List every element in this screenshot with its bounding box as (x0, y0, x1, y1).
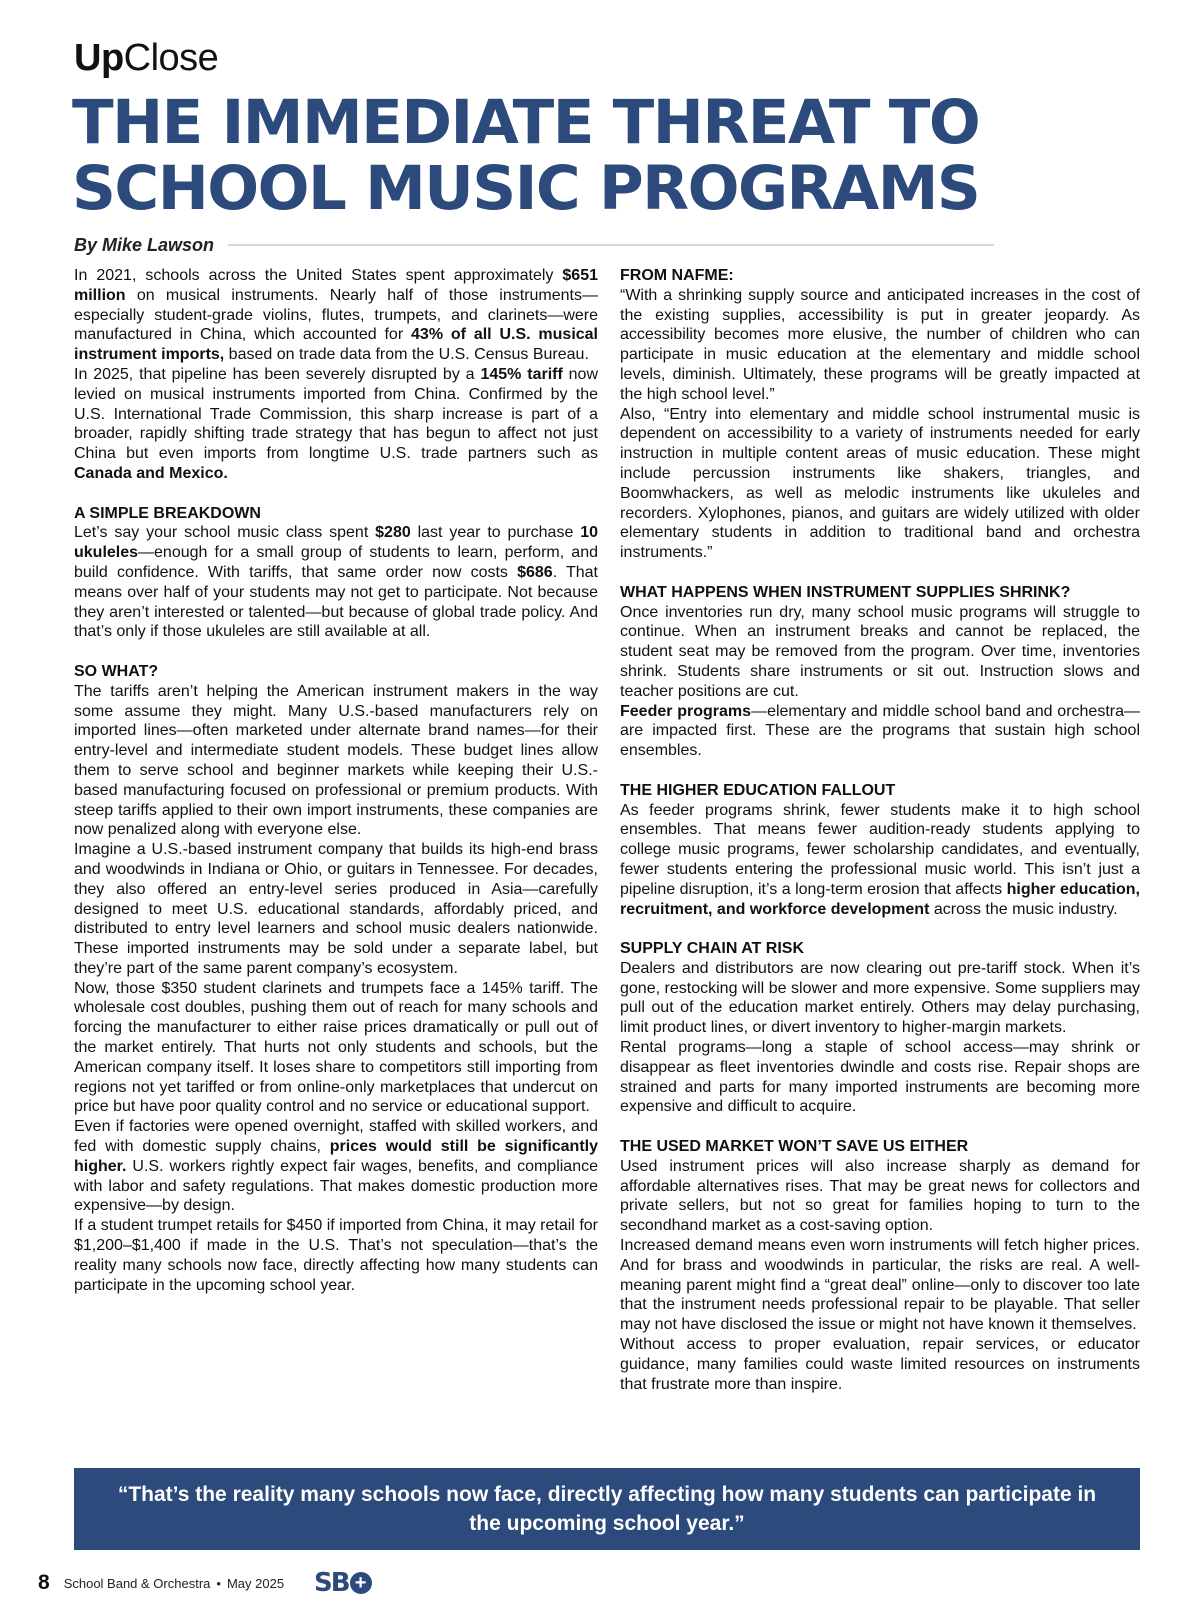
spacer (74, 642, 598, 662)
subheading-higher-education: THE HIGHER EDUCATION FALLOUT (620, 781, 896, 799)
paragraph: Used instrument prices will also increase sharply as demand for affordable alternatives rises. That may be great news for collectors and private sellers, but not so great for families hoping to turn to the secondhand market as a cost-saving option. (620, 1157, 1140, 1235)
footer-separator: • (216, 1575, 221, 1591)
page-footer (38, 1568, 372, 1598)
text-run-bold: 10 ukuleles (74, 524, 598, 562)
section-label-up: Up (74, 37, 124, 79)
subheading-supplies-shrink: WHAT HAPPENS WHEN INSTRUMENT SUPPLIES SHRINK? (620, 583, 1071, 601)
pull-quote (74, 1468, 1140, 1550)
subheading-so-what: SO WHAT? (74, 662, 159, 680)
plus-icon: + (350, 1572, 372, 1594)
text-run: based on trade data from the U.S. Census Bureau. (224, 346, 589, 364)
text-run-bold: 145% tariff (480, 365, 563, 383)
text-run-bold: 43% of all U.S. musical instrument imports, (74, 326, 599, 364)
pull-quote-text: “That’s the reality many schools now face, directly affecting how many students can participate in the upcoming school year.” (117, 1483, 1097, 1535)
text-run: —elementary and middle school band and orchestra—are impacted first. These are the programs that sustain high school ensembles. (620, 702, 1140, 760)
subheading-supply-chain: SUPPLY CHAIN AT RISK (620, 940, 805, 958)
paragraph: Imagine a U.S.-based instrument company that builds its high-end brass and woodwinds in Indiana or Ohio, or guitars in Tennessee. For decades, they also offered an entry-level series produced in Asia—carefully designed to meet U.S. educational standards, affordably priced, and distributed to entry level learners and school music dealers nationwide. These imported instruments may be sold under a separate label, but they’re part of the same parent company’s ecosystem. (74, 841, 598, 977)
left-column (74, 266, 598, 1295)
text-run: U.S. workers rightly expect fair wages, benefits, and compliance with labor and safety regulations. That makes domestic production more expensive—by design. (74, 1157, 598, 1215)
subheading-from-nafme: FROM NAFME: (620, 267, 734, 284)
paragraph (74, 1117, 598, 1216)
byline-row (74, 232, 994, 258)
text-run: on musical instruments. Nearly half of those instruments—especially student-grade violins, flutes, trumpets, and clarinets—were manufactured in China, which accounted for (74, 286, 598, 344)
logo-text: SB (314, 1568, 349, 1598)
spacer (620, 919, 1140, 939)
sbo-logo (314, 1568, 372, 1598)
right-column (620, 266, 1140, 1394)
byline: By Mike Lawson (74, 234, 215, 255)
text-run: Let’s say your school music class spent (74, 524, 376, 542)
text-run-bold: higher education, recruitment, and workforce development (620, 880, 1140, 918)
paragraph (74, 523, 598, 642)
text-run: last year to purchase (410, 524, 581, 542)
paragraph (74, 365, 598, 484)
text-run-bold: $280 (375, 524, 411, 542)
headline-line-2: SCHOOL MUSIC PROGRAMS (72, 153, 980, 224)
paragraph: Increased demand means even worn instruments will fetch higher prices. And for brass and woodwinds in particular, the risks are real. A well-meaning parent might find a “great deal” online—only to discover too late that the instrument needs professional repair to be playable. That seller may not have disclosed the issue or might not have known it themselves. (620, 1237, 1140, 1334)
text-run-bold: Canada and Mexico. (74, 464, 228, 482)
paragraph (74, 266, 598, 365)
text-run: now levied on musical instruments imported from China. Confirmed by the U.S. International Trade Commission, this sharp increase is part of a broader, rapidly shifting trade strategy that has begun to affect not just China but even imports from longtime U.S. trade partners such as (74, 365, 599, 463)
text-run-bold: Feeder programs (620, 702, 752, 720)
text-run: —enough for a small group of students to learn, perform, and build confidence. With tariffs, that same order now costs (74, 544, 598, 581)
publication-name: School Band & Orchestra (63, 1575, 211, 1591)
issue-date: May 2025 (226, 1575, 285, 1591)
text-run: . That means over half of your students may not get to participate. Not because they aren’t interested or talented—but because of global trade policy. And that’s only if those ukuleles are still available at all. (74, 563, 599, 641)
paragraph: Also, “Entry into elementary and middle school instrumental music is dependent on accessibility to a variety of instruments needed for early instruction in multiple content areas of music education. These might include percussion instruments like shakers, triangles, and Boomwhackers, as well as melodic instruments like ukuleles and recorders. Xylophones, pianos, and guitars are widely utilized with older elementary students in addition to traditional band and orchestra instruments.” (620, 405, 1140, 562)
text-run-bold: $686 (517, 563, 553, 581)
paragraph: Rental programs—long a staple of school access—may shrink or disappear as fleet inventories dwindle and costs rise. Repair shops are strained and parts for many imported instruments are becoming more expensive and difficult to acquire. (620, 1039, 1140, 1116)
paragraph (620, 801, 1140, 920)
spacer (620, 761, 1140, 781)
headline-line-1: THE IMMEDIATE THREAT TO (72, 87, 980, 158)
paragraph: Without access to proper evaluation, repair services, or educator guidance, many families could waste limited resources on instruments that frustrate more than inspire. (620, 1336, 1140, 1393)
spacer (74, 484, 598, 504)
text-run-bold: prices would still be significantly higher. (74, 1138, 599, 1175)
paragraph: Once inventories run dry, many school music programs will struggle to continue. When an instrument breaks and cannot be replaced, the student seat may be removed from the program. Over time, inventories shrink. Students share instruments or sit out. Instruction slows and teacher positions are cut. (620, 603, 1140, 700)
subheading-used-market: THE USED MARKET WON’T SAVE US EITHER (620, 1138, 969, 1156)
page-number: 8 (38, 1571, 50, 1594)
byline-rule (228, 244, 994, 246)
spacer (620, 1117, 1140, 1137)
spacer (620, 563, 1140, 583)
text-run: In 2021, schools across the United States spent approximately (74, 267, 563, 284)
paragraph: Dealers and distributors are now clearing out pre-tariff stock. When it’s gone, restocking will be slower and more expensive. Some suppliers may pull out of the education market entirely. Others may delay purchasing, limit product lines, or divert inventory to higher-margin markets. (620, 959, 1140, 1037)
section-label-close: Close (123, 37, 219, 79)
text-run: across the music industry. (929, 900, 1118, 918)
paragraph: Now, those $350 student clarinets and trumpets face a 145% tariff. The wholesale cost doubles, pushing them out of reach for many schools and forcing the manufacturer to either raise prices dramatically or pull out of the market entirely. That hurts not only students and schools, but the American company itself. It loses share to competitors still importing from regions not yet tariffed or from online-only marketplaces that undercut on price but have poor quality control and no service or educational support. (74, 979, 598, 1116)
paragraph: “With a shrinking supply source and anticipated increases in the cost of the existing supplies, accessibility is put in greater jeopardy. As accessibility becomes more elusive, the number of children who can participate in music education at the elementary and middle school levels, diminish. Ultimately, these programs will be greatly impacted at the high school level.” (620, 286, 1140, 403)
text-run: In 2025, that pipeline has been severely disrupted by a (74, 365, 481, 383)
text-run: Even if factories were opened overnight, staffed with skilled workers, and fed with domestic supply chains, (74, 1118, 598, 1156)
paragraph (620, 702, 1140, 761)
paragraph: If a student trumpet retails for $450 if imported from China, it may retail for $1,200–$1,400 if made in the U.S. That’s not speculation—that’s the reality many schools now face, directly affecting how many students can participate in the upcoming school year. (74, 1217, 598, 1294)
paragraph: The tariffs aren’t helping the American instrument makers in the way some assume they might. Many U.S.-based manufacturers rely on imported lines—often marketed under alternate brand names—for their entry-level and intermediate student models. These budget lines allow them to serve school and beginner markets while keeping their U.S.-based manufacturing focused on professional or premium products. With steep tariffs applied to their own import instruments, these companies are now penalized along with everyone else. (74, 682, 598, 839)
article-headline (72, 87, 1132, 224)
section-label (74, 36, 218, 80)
text-run-bold: $651 million (74, 267, 598, 304)
text-run: As feeder programs shrink, fewer students make it to high school ensembles. That means fewer audition-ready students applying to college music programs, fewer scholarship candidates, and eventually, fewer students entering the professional music world. This isn’t just a pipeline disruption, it’s a long-term erosion that affects (620, 801, 1140, 898)
subheading-simple-breakdown: A SIMPLE BREAKDOWN (74, 504, 261, 522)
